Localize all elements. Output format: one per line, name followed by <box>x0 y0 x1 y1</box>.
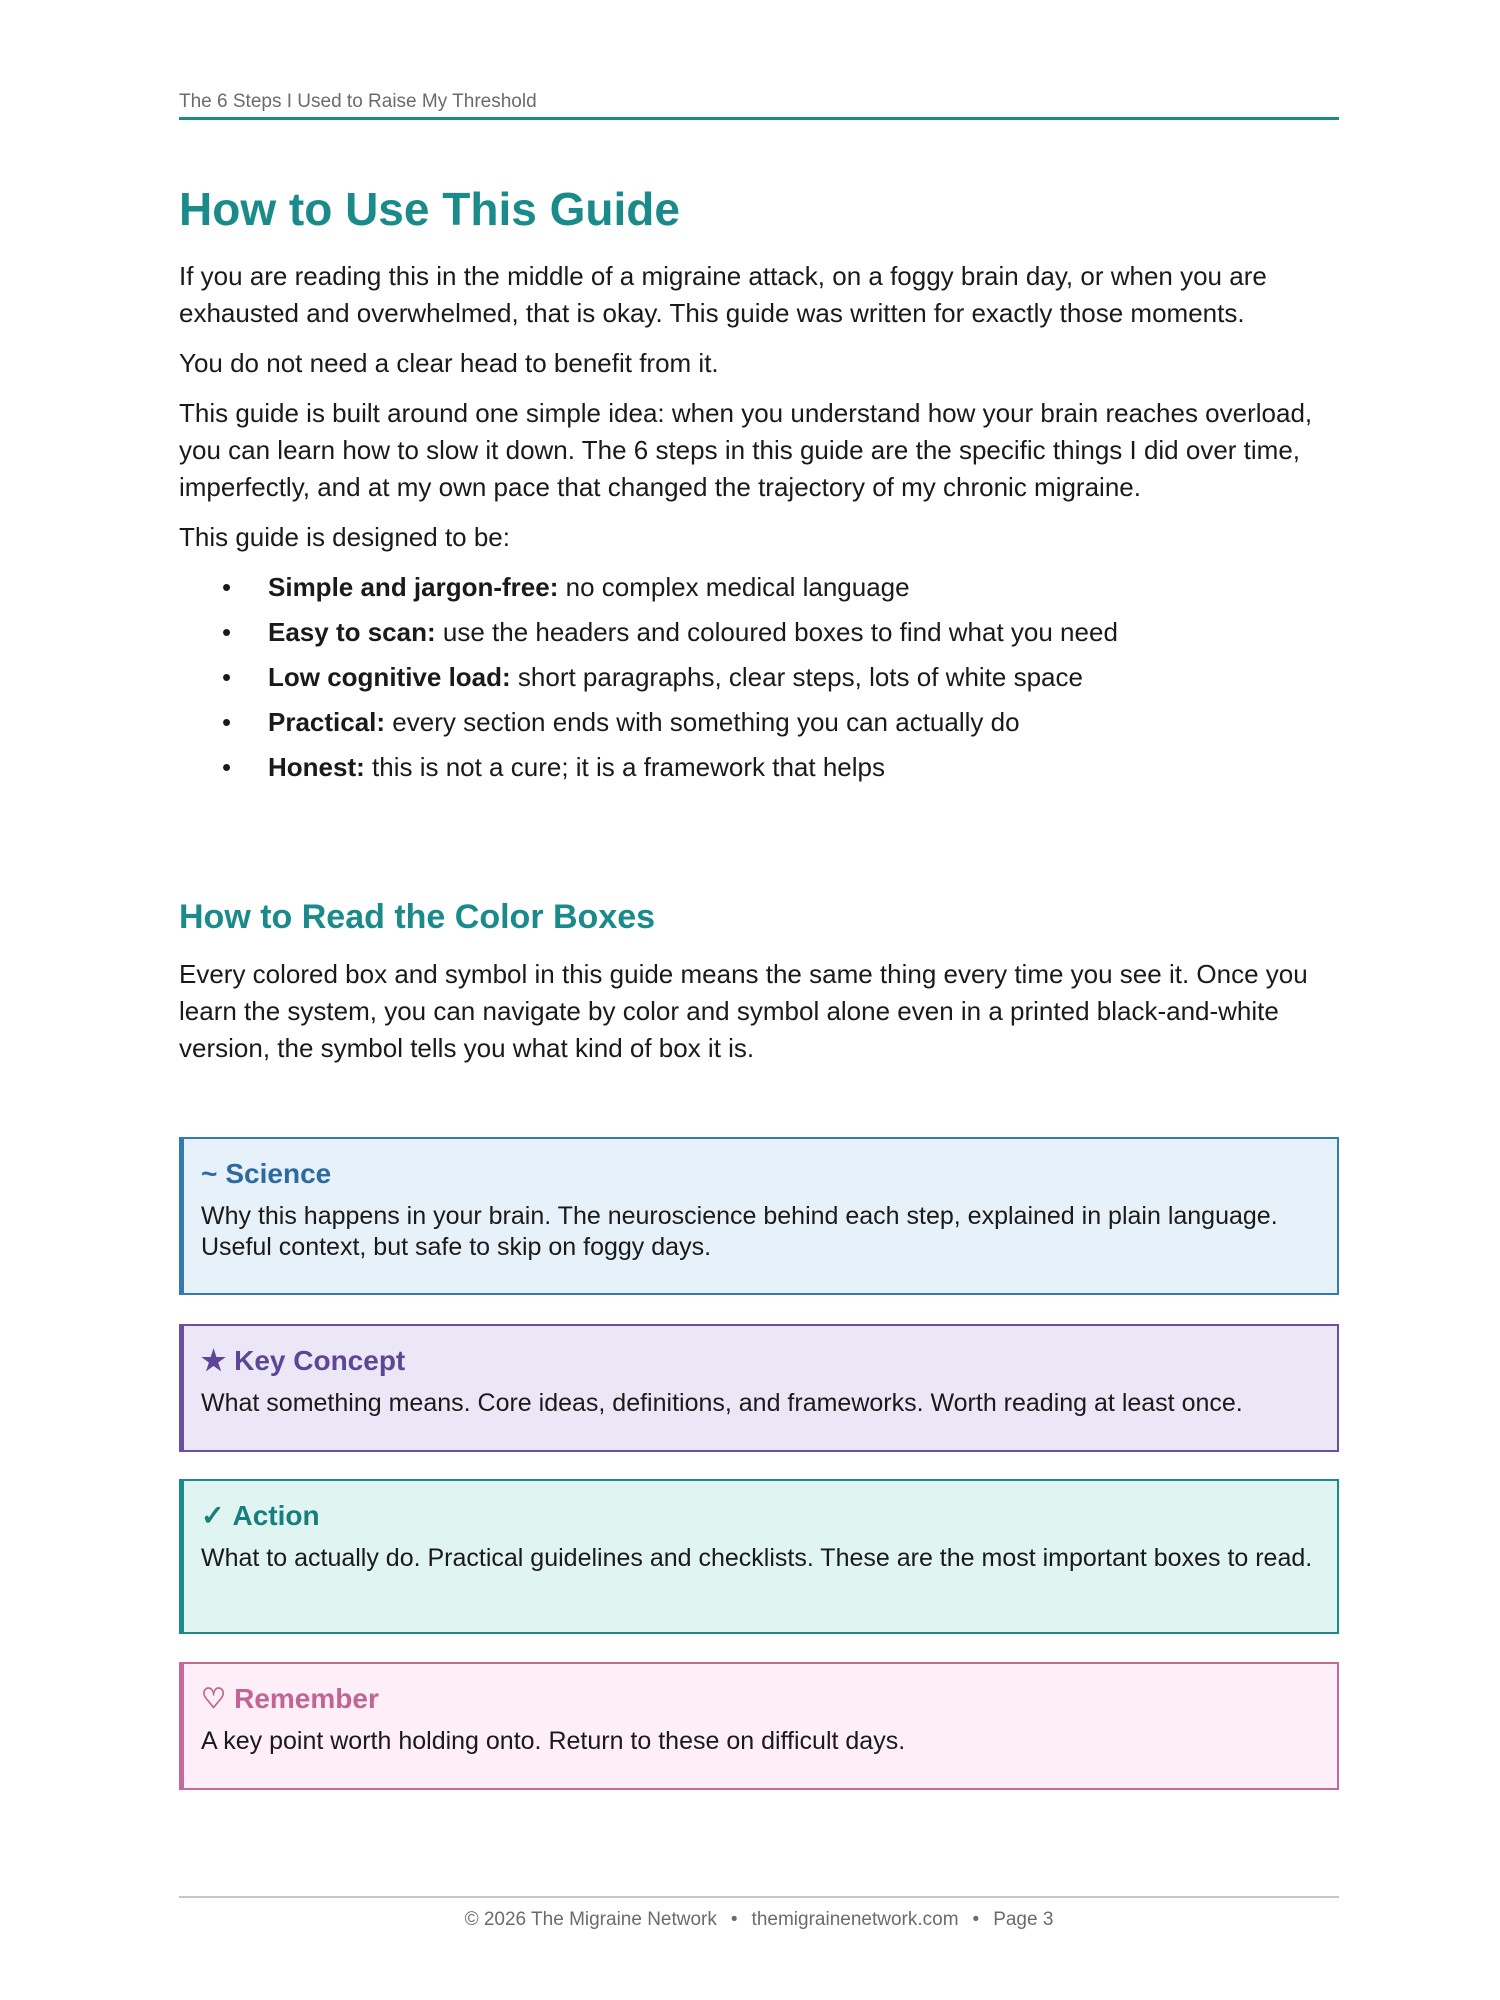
remember-box-text: A key point worth holding onto. Return to these on difficult days. <box>201 1727 906 1755</box>
footer-separator: • <box>730 1909 738 1930</box>
footer-page-number: Page 3 <box>993 1909 1054 1930</box>
list-item <box>179 569 1339 606</box>
action-box <box>179 1479 1339 1634</box>
bullet-icon: • <box>222 752 232 782</box>
list-item-label: Simple and jargon-free: <box>268 572 559 602</box>
science-box-label: Science <box>225 1158 332 1189</box>
list-item-text: use the headers and coloured boxes to find what you need <box>435 617 1118 647</box>
running-header: The 6 Steps I Used to Raise My Threshold <box>179 91 1339 120</box>
footer-website-link[interactable]: themigrainenetwork.com <box>751 1909 959 1930</box>
footer-separator: • <box>972 1909 980 1930</box>
list-item <box>179 614 1339 651</box>
intro-paragraph-1: If you are reading this in the middle of a migraine attack, on a foggy brain day, or when you are exhausted and overwhelmed, that is okay. This guide was written for exactly those moments. <box>179 261 1267 328</box>
key-concept-box-label: Key Concept <box>234 1345 406 1376</box>
action-box-title <box>201 1499 1319 1533</box>
page-title: How to Use This Guide <box>179 183 680 235</box>
list-item <box>179 704 1339 741</box>
intro-paragraph-2: You do not need a clear head to benefit from it. <box>179 348 719 378</box>
color-boxes-heading: How to Read the Color Boxes <box>179 898 656 936</box>
color-boxes-intro: Every colored box and symbol in this guide means the same thing every time you see it. Once you learn the system, you can navigate by color and symbol alone even in a printed black-and-white version, the symbol tells you what kind of box it is. <box>179 959 1308 1063</box>
design-principles-list <box>179 569 1339 786</box>
intro-paragraph-4: This guide is designed to be: <box>179 522 510 552</box>
list-item-label: Easy to scan: <box>268 617 436 647</box>
intro-paragraph-3: This guide is built around one simple idea: when you understand how your brain reaches overload, you can learn how to slow it down. The 6 steps in this guide are the specific things I did over time, imperfectly, and at my own pace that changed the trajectory of my chronic migraine. <box>179 398 1313 502</box>
heart-icon: ♡ <box>201 1683 227 1714</box>
list-item-text: short paragraphs, clear steps, lots of white space <box>510 662 1083 692</box>
action-box-label: Action <box>232 1500 320 1531</box>
remember-box <box>179 1662 1339 1790</box>
science-box <box>179 1137 1339 1295</box>
action-box-text: What to actually do. Practical guidelines and checklists. These are the most important boxes to read. <box>201 1544 1313 1572</box>
bullet-icon: • <box>222 572 232 602</box>
bullet-icon: • <box>222 707 232 737</box>
list-item-text: this is not a cure; it is a framework that helps <box>364 752 885 782</box>
remember-box-title <box>201 1682 1319 1716</box>
list-item <box>179 659 1339 696</box>
footer-copyright: © 2026 The Migraine Network <box>464 1909 717 1930</box>
footer-divider <box>179 1896 1339 1898</box>
intro-section <box>179 258 1339 794</box>
science-box-title <box>201 1157 1319 1191</box>
bullet-icon: • <box>222 617 232 647</box>
page-footer <box>179 1907 1339 1933</box>
checkmark-icon: ✓ <box>201 1500 225 1531</box>
list-item-text: every section ends with something you can actually do <box>385 707 1020 737</box>
list-item-label: Honest: <box>268 752 365 782</box>
key-concept-box <box>179 1324 1339 1452</box>
list-item-label: Low cognitive load: <box>268 662 511 692</box>
key-concept-box-title <box>201 1344 1319 1378</box>
list-item-text: no complex medical language <box>558 572 910 602</box>
remember-box-label: Remember <box>234 1683 379 1714</box>
star-icon: ★ <box>201 1345 227 1376</box>
tilde-icon: ~ <box>201 1158 218 1189</box>
list-item-label: Practical: <box>268 707 386 737</box>
science-box-text: Why this happens in your brain. The neuroscience behind each step, explained in plain language. Useful context, but safe to skip on foggy days. <box>201 1202 1278 1261</box>
key-concept-box-text: What something means. Core ideas, definitions, and frameworks. Worth reading at least once. <box>201 1389 1243 1417</box>
bullet-icon: • <box>222 662 232 692</box>
list-item <box>179 749 1339 786</box>
